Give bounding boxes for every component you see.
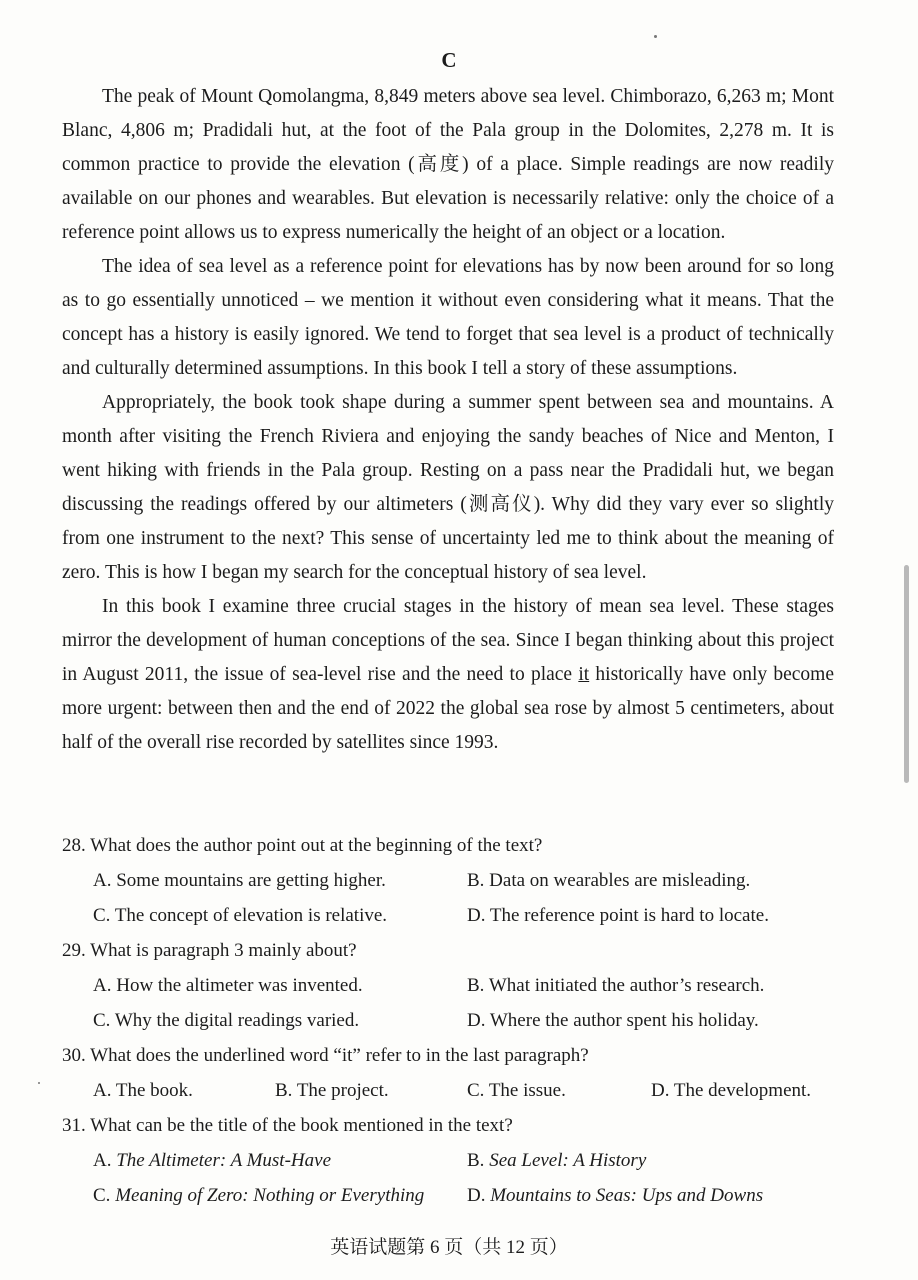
question-list (62, 828, 852, 1213)
option-title: Meaning of Zero: Nothing or Everything (115, 1185, 425, 1206)
option-a: A. How the altimeter was invented. (93, 975, 363, 996)
paragraph-1: The peak of Mount Qomolangma, 8,849 meters above sea level. Chimborazo, 6,263 m; Mont Blanc, 4,806 m; Pradidali hut, at the foot of the Pala group in the Dolomites, 2,278 m. It is common practice to provide the elevation (高度) of a place. Simple readings are now readily available on our phones and wearables. But elevation is necessarily relative: only the choice of a reference point allows us to express numerically the height of an object or a location. (62, 86, 834, 243)
option-d: D. Where the author spent his holiday. (467, 1010, 759, 1031)
question-stem: 28. What does the author point out at the beginning of the text? (62, 835, 543, 856)
question-stem: 30. What does the underlined word “it” refer to in the last paragraph? (62, 1045, 589, 1066)
underlined-word: it (578, 664, 590, 685)
option-d: D. The development. (651, 1080, 812, 1101)
question-30 (62, 1038, 852, 1108)
option-a: A. Some mountains are getting higher. (93, 870, 386, 891)
option-c: C. The concept of elevation is relative. (93, 905, 388, 926)
page-footer: 英语试题第 6 页（共 12 页） (330, 1237, 568, 1258)
question-31 (62, 1108, 852, 1213)
question-28 (62, 828, 852, 933)
option-a (93, 1143, 467, 1178)
option-b: B. What initiated the author’s research. (467, 975, 765, 996)
scan-speck (654, 35, 657, 38)
question-stem: 31. What can be the title of the book mentioned in the text? (62, 1115, 513, 1136)
paragraph-4-text-after: historically have only become more urgent: between then and the end of 2022 the global sea rose by almost 5 centimeters, about half of the overall rise recorded by satellites since 1993. (62, 664, 834, 753)
paragraph-2: The idea of sea level as a reference point for elevations has by now been around for so long as to go essentially unnoticed – we mention it without even considering what it means. That the concept has a history is easily ignored. We tend to forget that sea level is a product of technically and culturally determined assumptions. In this book I tell a story of these assumptions. (62, 256, 834, 379)
option-grid (62, 863, 852, 933)
option-a: A. The book. (93, 1080, 193, 1101)
option-letter: C. (93, 1185, 111, 1206)
option-b (467, 1143, 807, 1178)
option-b: B. The project. (275, 1080, 389, 1101)
option-d: D. The reference point is hard to locate. (467, 905, 769, 926)
option-letter: B. (467, 1150, 485, 1171)
question-29 (62, 933, 852, 1038)
option-letter: A. (93, 1150, 112, 1171)
option-title: The Altimeter: A Must-Have (116, 1150, 332, 1171)
question-stem: 29. What is paragraph 3 mainly about? (62, 940, 357, 961)
option-b: B. Data on wearables are misleading. (467, 870, 751, 891)
option-grid (62, 968, 852, 1038)
option-c (93, 1178, 467, 1213)
option-c: C. The issue. (467, 1080, 566, 1101)
option-grid (62, 1143, 852, 1213)
reading-passage (62, 80, 834, 760)
vertical-scrollbar[interactable] (904, 565, 909, 783)
scan-speck (38, 1082, 40, 1084)
option-row (62, 1073, 852, 1108)
option-d (467, 1178, 807, 1213)
paragraph-4 (62, 590, 834, 760)
option-title: Mountains to Seas: Ups and Downs (490, 1185, 764, 1206)
paragraph-4-text-before: In this book I examine three crucial stages in the history of mean sea level. These stages mirror the development of human conceptions of the sea. Since I began thinking about this project in August 2011, the issue of sea-level rise and the need to place (62, 596, 834, 685)
option-c: C. Why the digital readings varied. (93, 1010, 360, 1031)
option-letter: D. (467, 1185, 486, 1206)
paragraph-3: Appropriately, the book took shape during a summer spent between sea and mountains. A month after visiting the French Riviera and enjoying the sandy beaches of Nice and Menton, I went hiking with friends in the Pala group. Resting on a pass near the Pradidali hut, we began discussing the readings offered by our altimeters (测高仪). Why did they vary ever so slightly from one instrument to the next? This sense of uncertainty led me to think about the meaning of zero. This is how I began my search for the conceptual history of sea level. (62, 392, 834, 583)
section-heading: C (441, 48, 457, 72)
option-title: Sea Level: A History (489, 1150, 647, 1171)
